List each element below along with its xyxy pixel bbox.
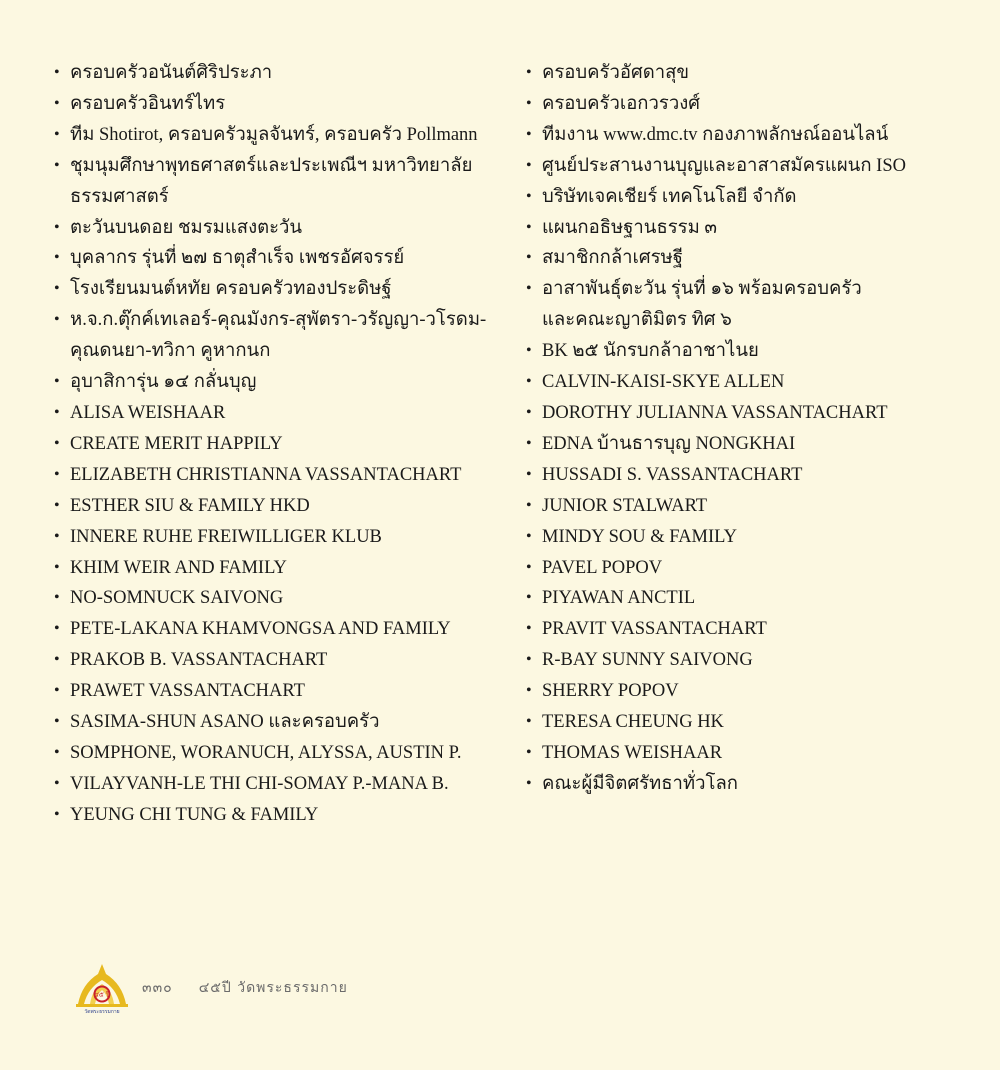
donor-list-item: • TERESA CHEUNG HK (524, 707, 994, 738)
donor-list-item: • VILAYVANH-LE THI CHI-SOMAY P.-MANA B. (52, 769, 522, 800)
donor-list-item: • PAVEL POPOV (524, 553, 994, 584)
book-title: ๔๕ปี วัดพระธรรมกาย (198, 979, 348, 996)
donor-list-item: • PRAVIT VASSANTACHART (524, 614, 994, 645)
donor-list-item: • PRAWET VASSANTACHART (52, 676, 522, 707)
donor-list-item: • ครอบครัวเอกวรวงศ์ (524, 89, 994, 120)
donor-list-item: • HUSSADI S. VASSANTACHART (524, 460, 994, 491)
donor-list-item: • YEUNG CHI TUNG & FAMILY (52, 800, 522, 831)
donor-list-item: • EDNA บ้านธารบุญ NONGKHAI (524, 429, 994, 460)
donor-list-left (52, 58, 522, 831)
donor-list-item: • โรงเรียนมนต์หทัย ครอบครัวทองประดิษฐ์ (52, 274, 522, 305)
donor-list-item: • SOMPHONE, WORANUCH, ALYSSA, AUSTIN P. (52, 738, 522, 769)
donor-list-item: • ทีม Shotirot, ครอบครัวมูลจันทร์, ครอบครัว Pollmann (52, 120, 522, 151)
donor-list-item: • สมาชิกกล้าเศรษฐี (524, 243, 994, 274)
donor-list-item: • SASIMA-SHUN ASANO และครอบครัว (52, 707, 522, 738)
donor-list-item: • KHIM WEIR AND FAMILY (52, 553, 522, 584)
donor-list-item: • CREATE MERIT HAPPILY (52, 429, 522, 460)
donor-list-item: • อุบาสิการุ่น ๑๔ กลั่นบุญ (52, 367, 522, 398)
donor-list-item: • INNERE RUHE FREIWILLIGER KLUB (52, 522, 522, 553)
donor-list-item: • บุคลากร รุ่นที่ ๒๗ ธาตุสำเร็จ เพชรอัศจรรย์ (52, 243, 522, 274)
donor-list-item: • BK ๒๕ นักรบกล้าอาชาไนย (524, 336, 994, 367)
donor-list-item: • ศูนย์ประสานงานบุญและอาสาสมัครแผนก ISO (524, 151, 994, 182)
donor-list-item: • SHERRY POPOV (524, 676, 994, 707)
donor-list-item: • NO-SOMNUCK SAIVONG (52, 583, 522, 614)
donor-list-item: • คณะผู้มีจิตศรัทธาทั่วโลก (524, 769, 994, 800)
donor-list-item: • ครอบครัวอนันต์ศิริประภา (52, 58, 522, 89)
donor-list-item: • ALISA WEISHAAR (52, 398, 522, 429)
donor-list-item: • THOMAS WEISHAAR (524, 738, 994, 769)
page-footer (72, 960, 348, 1015)
donor-list-item: • PIYAWAN ANCTIL (524, 583, 994, 614)
donor-list-item: • PETE-LAKANA KHAMVONGSA AND FAMILY (52, 614, 522, 645)
donor-list-item: • อาสาพันธุ์ตะวัน รุ่นที่ ๑๖ พร้อมครอบครัว และคณะญาติมิตร ทิศ ๖ (524, 274, 994, 336)
donor-list-item: • DOROTHY JULIANNA VASSANTACHART (524, 398, 994, 429)
donor-list-item: • ตะวันบนดอย ชมรมแสงตะวัน (52, 213, 522, 244)
temple-anniversary-logo-icon (72, 960, 132, 1015)
donor-list-item: • JUNIOR STALWART (524, 491, 994, 522)
donor-list-item: • MINDY SOU & FAMILY (524, 522, 994, 553)
donor-list-item: • บริษัทเจคเชียร์ เทคโนโลยี จำกัด (524, 182, 994, 213)
donor-list-item: • ELIZABETH CHRISTIANNA VASSANTACHART (52, 460, 522, 491)
donor-list-item: • ชุมนุมศึกษาพุทธศาสตร์และประเพณีฯ มหาวิทยาลัยธรรมศาสตร์ (52, 151, 522, 213)
donor-list-item: • แผนกอธิษฐานธรรม ๓ (524, 213, 994, 244)
donor-list-item: • PRAKOB B. VASSANTACHART (52, 645, 522, 676)
donor-list-item: • ทีมงาน www.dmc.tv กองภาพลักษณ์ออนไลน์ (524, 120, 994, 151)
donor-list-item: • ครอบครัวอัศดาสุข (524, 58, 994, 89)
donor-list-right (524, 58, 994, 800)
donor-list-item: • ESTHER SIU & FAMILY HKD (52, 491, 522, 522)
donor-list-item: • R-BAY SUNNY SAIVONG (524, 645, 994, 676)
donor-list-item: • CALVIN-KAISI-SKYE ALLEN (524, 367, 994, 398)
logo-text-top: ๔๕ ปี (93, 990, 111, 999)
page-number: ๓๓๐ (142, 979, 173, 996)
logo-text-bottom: วัดพระธรรมกาย (84, 1009, 120, 1015)
donor-list-item: • ครอบครัวอินทร์ไทร (52, 89, 522, 120)
donor-list-item: • ห.จ.ก.ตุ๊กค์เทเลอร์-คุณมังกร-สุพัตรา-วรัญญา-วโรดม- คุณดนยา-ทวิกา คูหากนก (52, 305, 522, 367)
